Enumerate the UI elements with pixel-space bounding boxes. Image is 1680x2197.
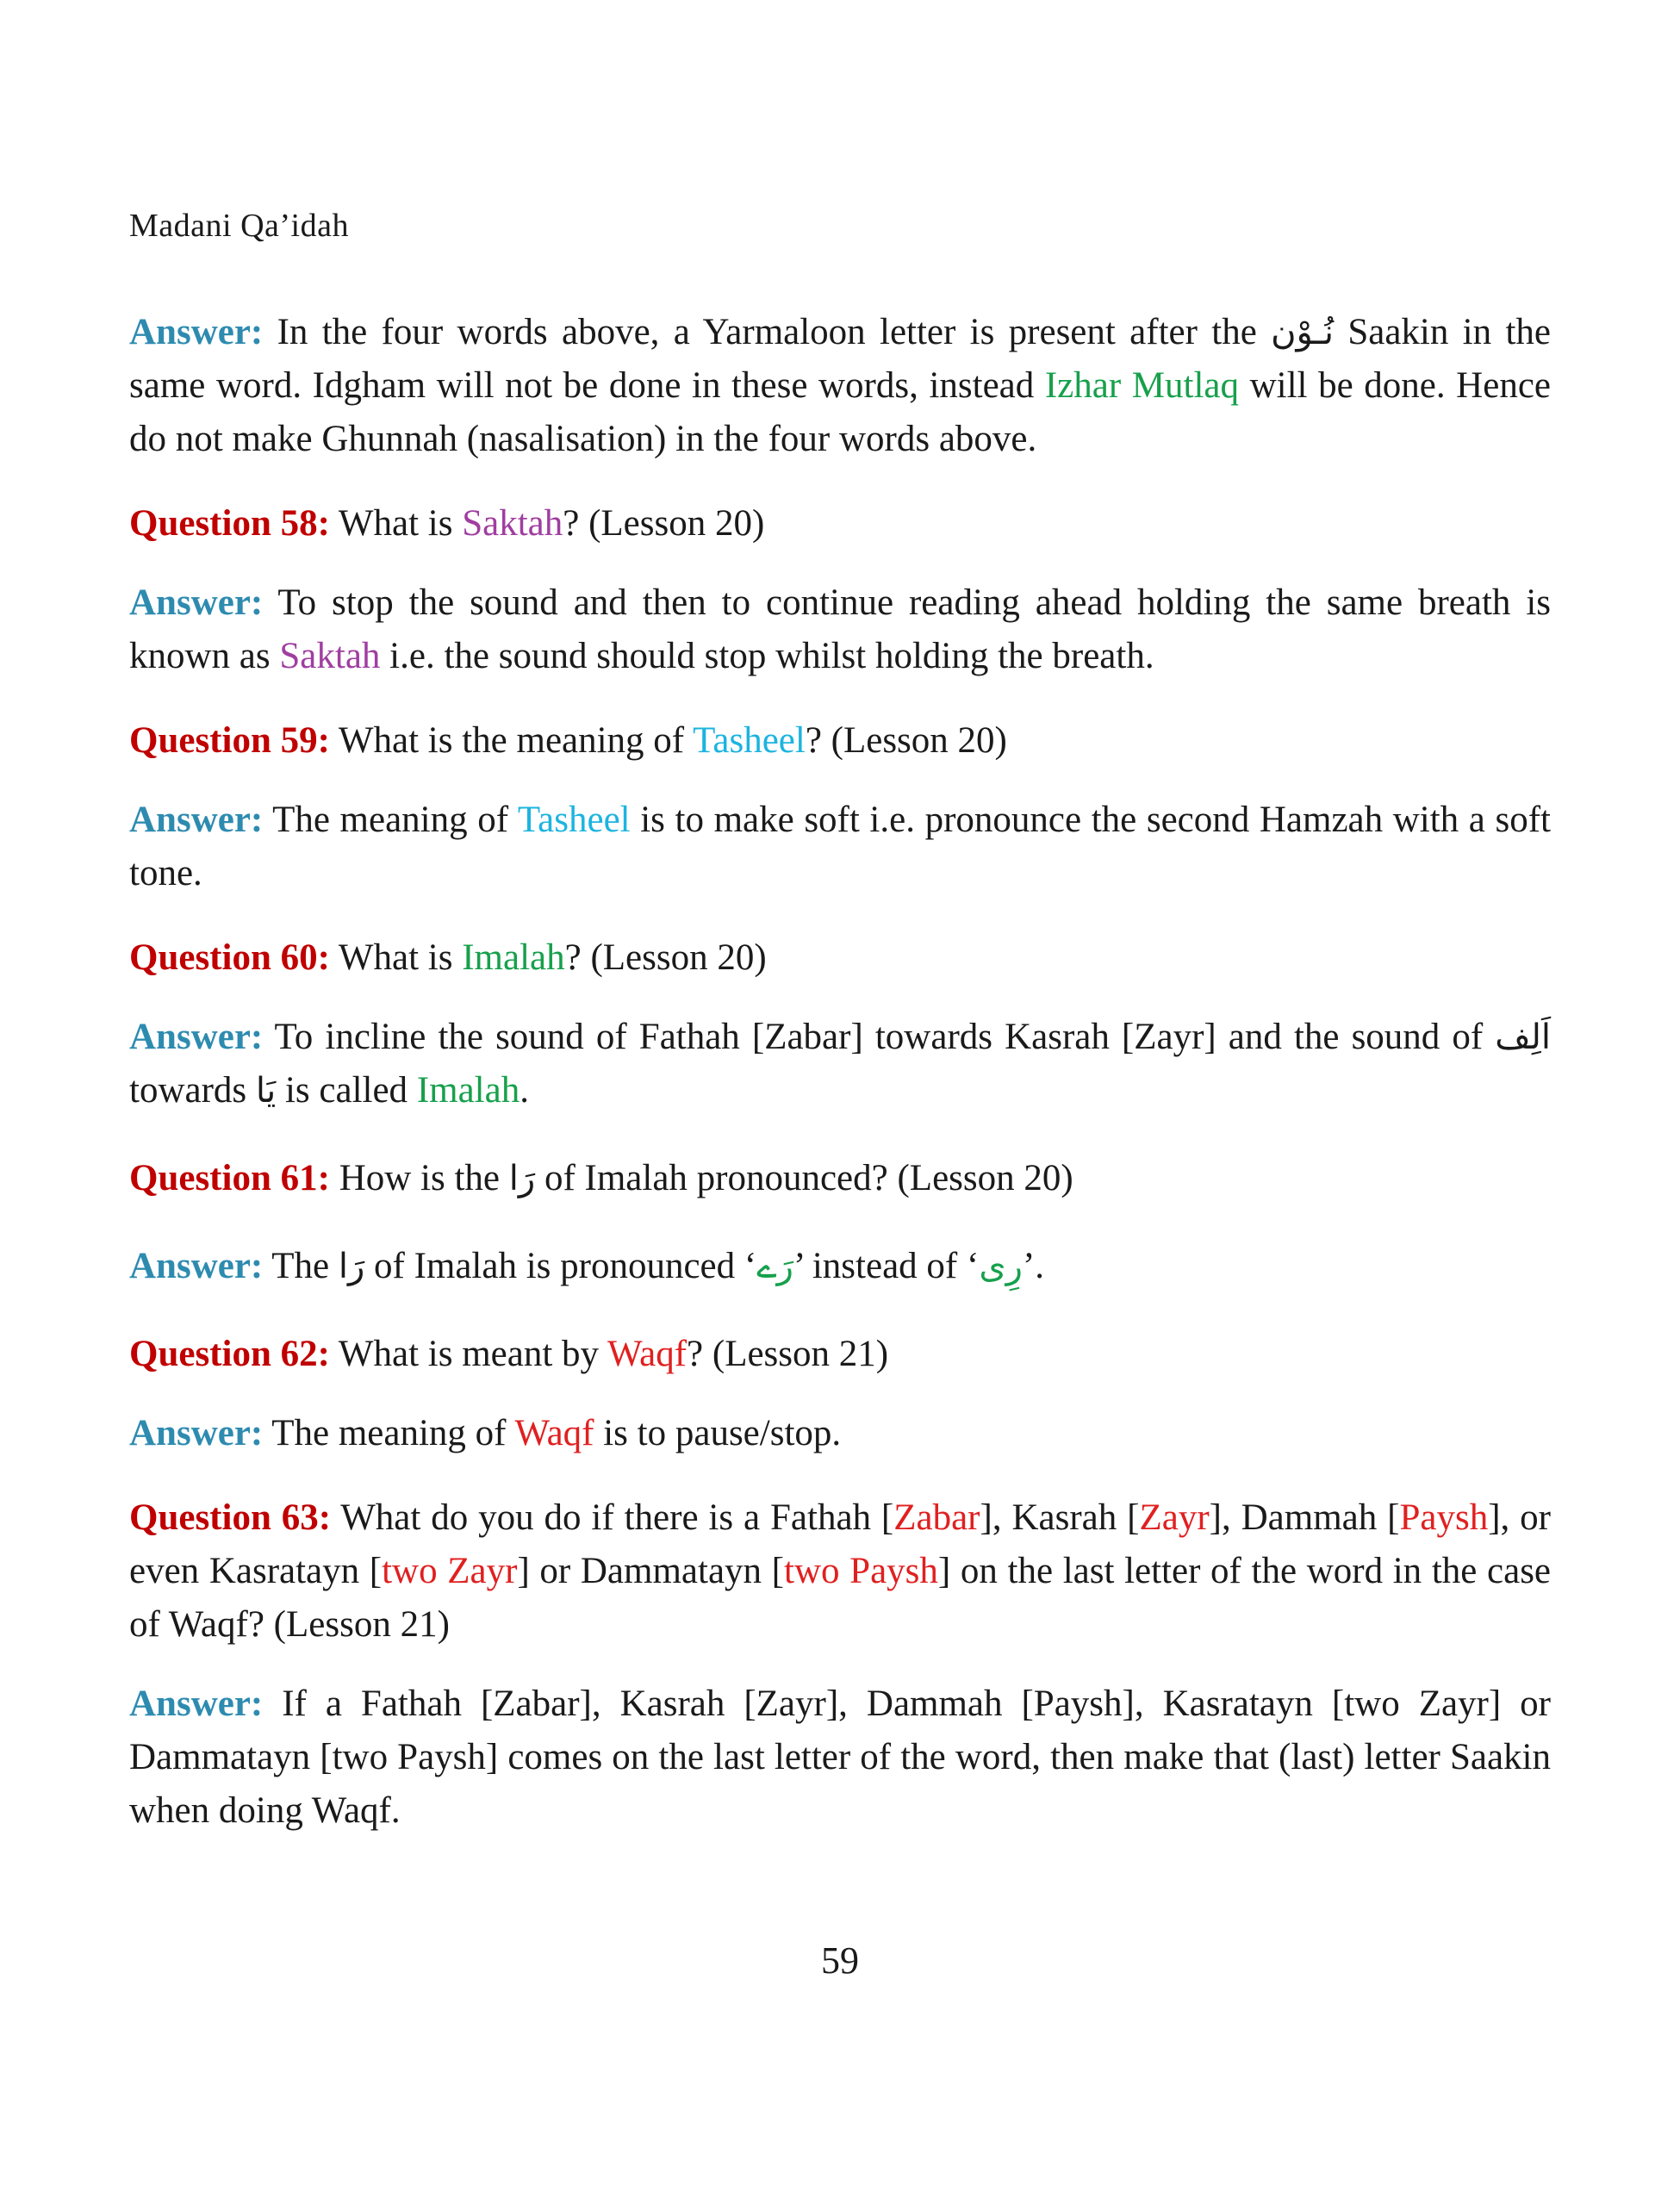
term-paysh: Paysh	[1399, 1497, 1489, 1538]
answer-text: The meaning of	[263, 1413, 515, 1453]
question-text: How is the	[329, 1158, 509, 1198]
question-text: ], or even Kasratayn [	[129, 1497, 1551, 1591]
answer-text: If a Fathah [Zabar], Kasrah [Zayr], Dammah [Paysh], Kasratayn [two Zayr] or Dammatayn [two Paysh] comes on the last letter of the word, then make that (last) letter Saakin when doing Waqf.	[129, 1684, 1551, 1831]
answer-text: The meaning of	[263, 800, 518, 840]
answer-label: Answer:	[129, 1017, 264, 1057]
answer-text: .	[520, 1070, 529, 1111]
arabic-ray: رَے	[756, 1247, 793, 1286]
question-text: ? (Lesson 20)	[805, 720, 1007, 761]
answer-59	[129, 794, 1551, 900]
answer-text: will be done. Hence do not make Ghunnah (nasalisation) in the four words above.	[129, 365, 1551, 459]
term-saktah: Saktah	[279, 636, 381, 676]
question-59	[129, 714, 1551, 768]
question-label: Question 62:	[129, 1334, 330, 1374]
answer-text: To incline the sound of Fathah [Zabar] towards Kasrah [Zayr] and the sound of	[263, 1017, 1496, 1057]
answer-text: To stop the sound and then to continue reading ahead holding the same breath is known as	[129, 582, 1551, 676]
arabic-ree: رِی	[979, 1247, 1023, 1286]
answer-text: is to make soft i.e. pronounce the second Hamzah with a soft tone.	[129, 800, 1551, 893]
term-saktah: Saktah	[462, 503, 563, 544]
answer-label: Answer:	[129, 312, 264, 352]
question-text: of Imalah pronounced? (Lesson 20)	[535, 1158, 1073, 1198]
answer-61	[129, 1240, 1551, 1293]
answer-58	[129, 576, 1551, 683]
question-62	[129, 1328, 1551, 1381]
answer-text: is to pause/stop.	[594, 1413, 842, 1453]
question-text: ] or Dammatayn [	[517, 1551, 785, 1591]
question-text: What is the meaning of	[329, 720, 694, 761]
question-text: ? (Lesson 20)	[563, 503, 765, 544]
answer-text: ’.	[1022, 1246, 1045, 1286]
question-label: Question 63:	[129, 1497, 332, 1538]
term-waqf: Waqf	[607, 1334, 688, 1374]
answer-text: of Imalah is pronounced ‘	[364, 1246, 757, 1286]
question-label: Question 59:	[129, 720, 330, 761]
question-61	[129, 1152, 1551, 1205]
arabic-ya: يَا	[255, 1071, 277, 1111]
answer-label: Answer:	[129, 582, 264, 623]
question-60	[129, 931, 1551, 985]
question-text: What is	[329, 937, 463, 978]
term-zabar: Zabar	[893, 1497, 980, 1538]
question-text: What do you do if there is a Fathah [	[331, 1497, 894, 1538]
answer-text: ’ instead of ‘	[793, 1246, 980, 1286]
answer-text: Saakin in the same word. Idgham will not be done in these words, instead	[129, 312, 1551, 406]
term-tasheel: Tasheel	[517, 800, 631, 840]
term-zayr: Zayr	[1139, 1497, 1210, 1538]
term-tasheel: Tasheel	[693, 720, 806, 761]
term-izhar-mutlaq: Izhar Mutlaq	[1044, 365, 1239, 406]
question-text: ] on the last letter of the word in the case of Waqf? (Lesson 21)	[129, 1551, 1552, 1645]
term-two-zayr: two Zayr	[382, 1551, 518, 1591]
answer-text: is called	[276, 1070, 417, 1111]
question-63	[129, 1491, 1551, 1652]
answer-57	[129, 306, 1551, 466]
question-label: Question 60:	[129, 937, 330, 978]
question-text: What is meant by	[329, 1334, 607, 1374]
arabic-alif: اَلِف	[1495, 1018, 1551, 1057]
term-waqf: Waqf	[514, 1413, 594, 1453]
answer-text: In the four words above, a Yarmaloon letter is present after the	[263, 312, 1272, 352]
question-text: ? (Lesson 21)	[687, 1334, 889, 1374]
term-imalah: Imalah	[462, 937, 565, 978]
question-58	[129, 497, 1551, 551]
question-text: ? (Lesson 20)	[564, 937, 767, 978]
arabic-ra: رَا	[508, 1159, 536, 1198]
answer-label: Answer:	[129, 1684, 264, 1724]
question-text: ], Kasrah [	[980, 1497, 1140, 1538]
answer-text: The	[263, 1246, 339, 1286]
question-label: Question 58:	[129, 503, 330, 544]
arabic-noon: نُـوْن	[1271, 313, 1334, 352]
page-number: 59	[821, 1939, 859, 1982]
answer-60	[129, 1011, 1551, 1117]
answer-label: Answer:	[129, 800, 264, 840]
question-text: ], Dammah [	[1209, 1497, 1400, 1538]
answer-63	[129, 1677, 1551, 1838]
answer-label: Answer:	[129, 1246, 264, 1286]
question-label: Question 61:	[129, 1158, 330, 1198]
term-imalah: Imalah	[416, 1070, 520, 1111]
running-header: Madani Qa’idah	[129, 208, 349, 244]
term-two-paysh: two Paysh	[784, 1551, 938, 1591]
answer-text: i.e. the sound should stop whilst holding the breath.	[380, 636, 1154, 676]
answer-62	[129, 1407, 1551, 1460]
arabic-ra: رَا	[338, 1247, 365, 1286]
answer-text: towards	[129, 1070, 256, 1111]
page-content	[129, 306, 1551, 1869]
answer-label: Answer:	[129, 1413, 264, 1453]
question-text: What is	[329, 503, 463, 544]
